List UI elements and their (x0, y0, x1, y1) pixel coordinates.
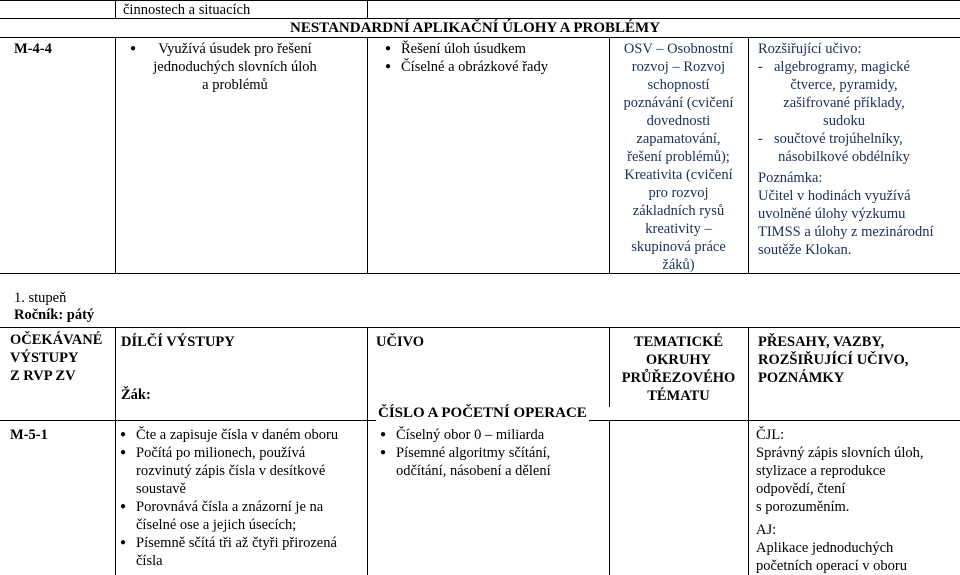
theme-line: schopností (647, 77, 710, 93)
overlaps-notes (756, 426, 958, 575)
top-table-col2-line (367, 0, 368, 18)
sub-outputs-list (120, 426, 365, 570)
bottom-table-col2-line (367, 327, 368, 575)
theme-line: dovednosti (646, 113, 711, 129)
section-heading-nonstandard: NESTANDARDNÍ APLIKAČNÍ ÚLOHY A PROBLÉMY (290, 20, 661, 36)
header-line: ROZŠIŘUJÍCÍ UČIVO, (758, 352, 909, 368)
list-item: ● Číselné a obrázkové řady (385, 58, 605, 76)
top-table-heading-line (0, 37, 960, 38)
list-item-line: ● Porovnává čísla a znázorní je na (136, 499, 324, 515)
theme-line: poznávání (cvičení (623, 95, 734, 111)
top-table-col2-line (367, 37, 368, 274)
theme-line: rozvoj – Rozvoj (631, 59, 726, 75)
list-item-line: součtové trojúhelníky, (774, 131, 903, 147)
list-item-line: ● Číselný obor 0 – miliarda (396, 427, 545, 443)
curriculum-list (380, 426, 608, 480)
bottom-table-col3-line (609, 420, 610, 575)
extended-curriculum (758, 40, 958, 259)
list-item-line: ● Počítá po milionech, používá (136, 445, 306, 461)
list-item (380, 444, 608, 480)
sub-output-line: jednoduchých slovních úloh (153, 59, 317, 75)
theme-line: Kreativita (cvičení (624, 167, 733, 183)
stage-label: 1. stupeň (14, 290, 67, 306)
header-line: POZNÁMKY (758, 370, 845, 386)
list-item-line: čísla (136, 553, 163, 569)
header-line: TÉMATU (647, 388, 710, 404)
list-item (120, 426, 365, 444)
list-item-line: ● Písemně sčítá tři až čtyři přirozená (136, 535, 337, 551)
note-line: Učitel v hodinách využívá (758, 188, 911, 204)
header-sub-outputs: DÍLČÍ VÝSTUPY (121, 334, 235, 350)
list-item-line: ● Písemné algoritmy sčítání, (396, 445, 551, 461)
bottom-table-border-top (0, 327, 960, 328)
header-themes (609, 333, 748, 405)
list-item-line: ● Čte a zapisuje čísla v daném oboru (136, 427, 339, 443)
list-item-line: soustavě (136, 481, 186, 497)
note-line: uvolněné úlohy výzkumu (758, 206, 906, 222)
top-table-border-bottom (0, 273, 960, 274)
header-line: OKRUHY (645, 352, 712, 368)
cut-off-text: činnostech a situacích (123, 2, 251, 18)
note-title: Poznámka: (758, 170, 823, 186)
header-line: PRŮŘEZOVÉHO (621, 370, 736, 386)
theme-line: skupinová práce (631, 239, 726, 255)
list-item: - algebrogramy, magické čtverce, pyramidy, zašifrované příklady, sudoku (758, 58, 958, 130)
theme-line: pro rozvoj (648, 185, 709, 201)
sub-output (130, 40, 340, 94)
header-line: VÝSTUPY (10, 350, 79, 366)
curriculum-list (385, 40, 605, 76)
theme-line: základních rysů (632, 203, 725, 219)
top-table-col4-line (748, 37, 749, 274)
header-pupil-label: Žák: (121, 387, 151, 403)
sub-output-line: a problémů (202, 77, 268, 93)
theme-line: žáků) (662, 257, 695, 273)
theme-line: kreativity – (645, 221, 712, 237)
bottom-table-col1-line (115, 327, 116, 575)
aj-title: AJ: (756, 522, 777, 538)
list-item-line: násobilkové obdélníky (778, 149, 910, 165)
header-line: OČEKÁVANÉ (10, 332, 103, 348)
note-line: stylizace a reprodukce (756, 463, 886, 479)
list-item-line: rozvinutý zápis čísla v desítkové (136, 463, 326, 479)
sub-output-line: Využívá úsudek pro řešení (158, 41, 312, 57)
note-line: Správný zápis slovních úloh, (756, 445, 924, 461)
note-line: s porozuměním. (756, 499, 850, 515)
note-line: početních operací v oboru (756, 558, 907, 574)
cjl-title: ČJL: (756, 427, 785, 443)
list-item: - součtové trojúhelníky, násobilkové obdélníky (758, 130, 958, 166)
theme-line: OSV – Osobnostní (623, 41, 734, 57)
note-line: odpovědí, čtení (756, 481, 846, 497)
section-heading-numbers: ČÍSLO A POČETNÍ OPERACE (378, 405, 587, 421)
header-overlaps (758, 333, 908, 387)
note-line: soutěže Klokan. (758, 242, 852, 258)
header-line: Z RVP ZV (10, 368, 76, 384)
header-line: PŘESAHY, VAZBY, (758, 334, 885, 350)
list-item (120, 534, 365, 570)
list-item-line: odčítání, násobení a dělení (396, 463, 551, 479)
list-item (120, 444, 365, 498)
list-item-line: sudoku (823, 113, 865, 129)
bullet-icon: ● (130, 43, 137, 54)
list-item: ● Řešení úloh úsudkem (385, 40, 605, 58)
list-item-line: čtverce, pyramidy, (790, 77, 898, 93)
header-expected-outputs (10, 331, 102, 385)
list-item-line: algebrogramy, magické (774, 59, 910, 75)
theme-line: řešení problémů); (627, 149, 730, 165)
list-item-line: zašifrované příklady, (783, 95, 905, 111)
list-item (120, 498, 365, 534)
header-curriculum: UČIVO (376, 334, 425, 350)
note-line: Aplikace jednoduchých (756, 540, 894, 556)
header-line: TEMATICKÉ (633, 334, 724, 350)
theme-line: zapamatování, (636, 131, 721, 147)
list-item-line: číselné ose a jejich úsecích; (136, 517, 297, 533)
top-table-col1-line (115, 0, 116, 18)
expected-output-code: M-5-1 (10, 427, 48, 443)
expected-output-code: M-4-4 (14, 41, 52, 57)
grade-label: Ročník: pátý (14, 307, 95, 323)
extended-curriculum-title: Rozšiřující učivo: (758, 41, 862, 57)
cross-cutting-themes (609, 40, 748, 274)
bottom-table-col4-line (748, 327, 749, 575)
list-item (380, 426, 608, 444)
note-line: TIMSS a úlohy z mezinárodní (758, 224, 934, 240)
top-table-col1-line (115, 37, 116, 274)
